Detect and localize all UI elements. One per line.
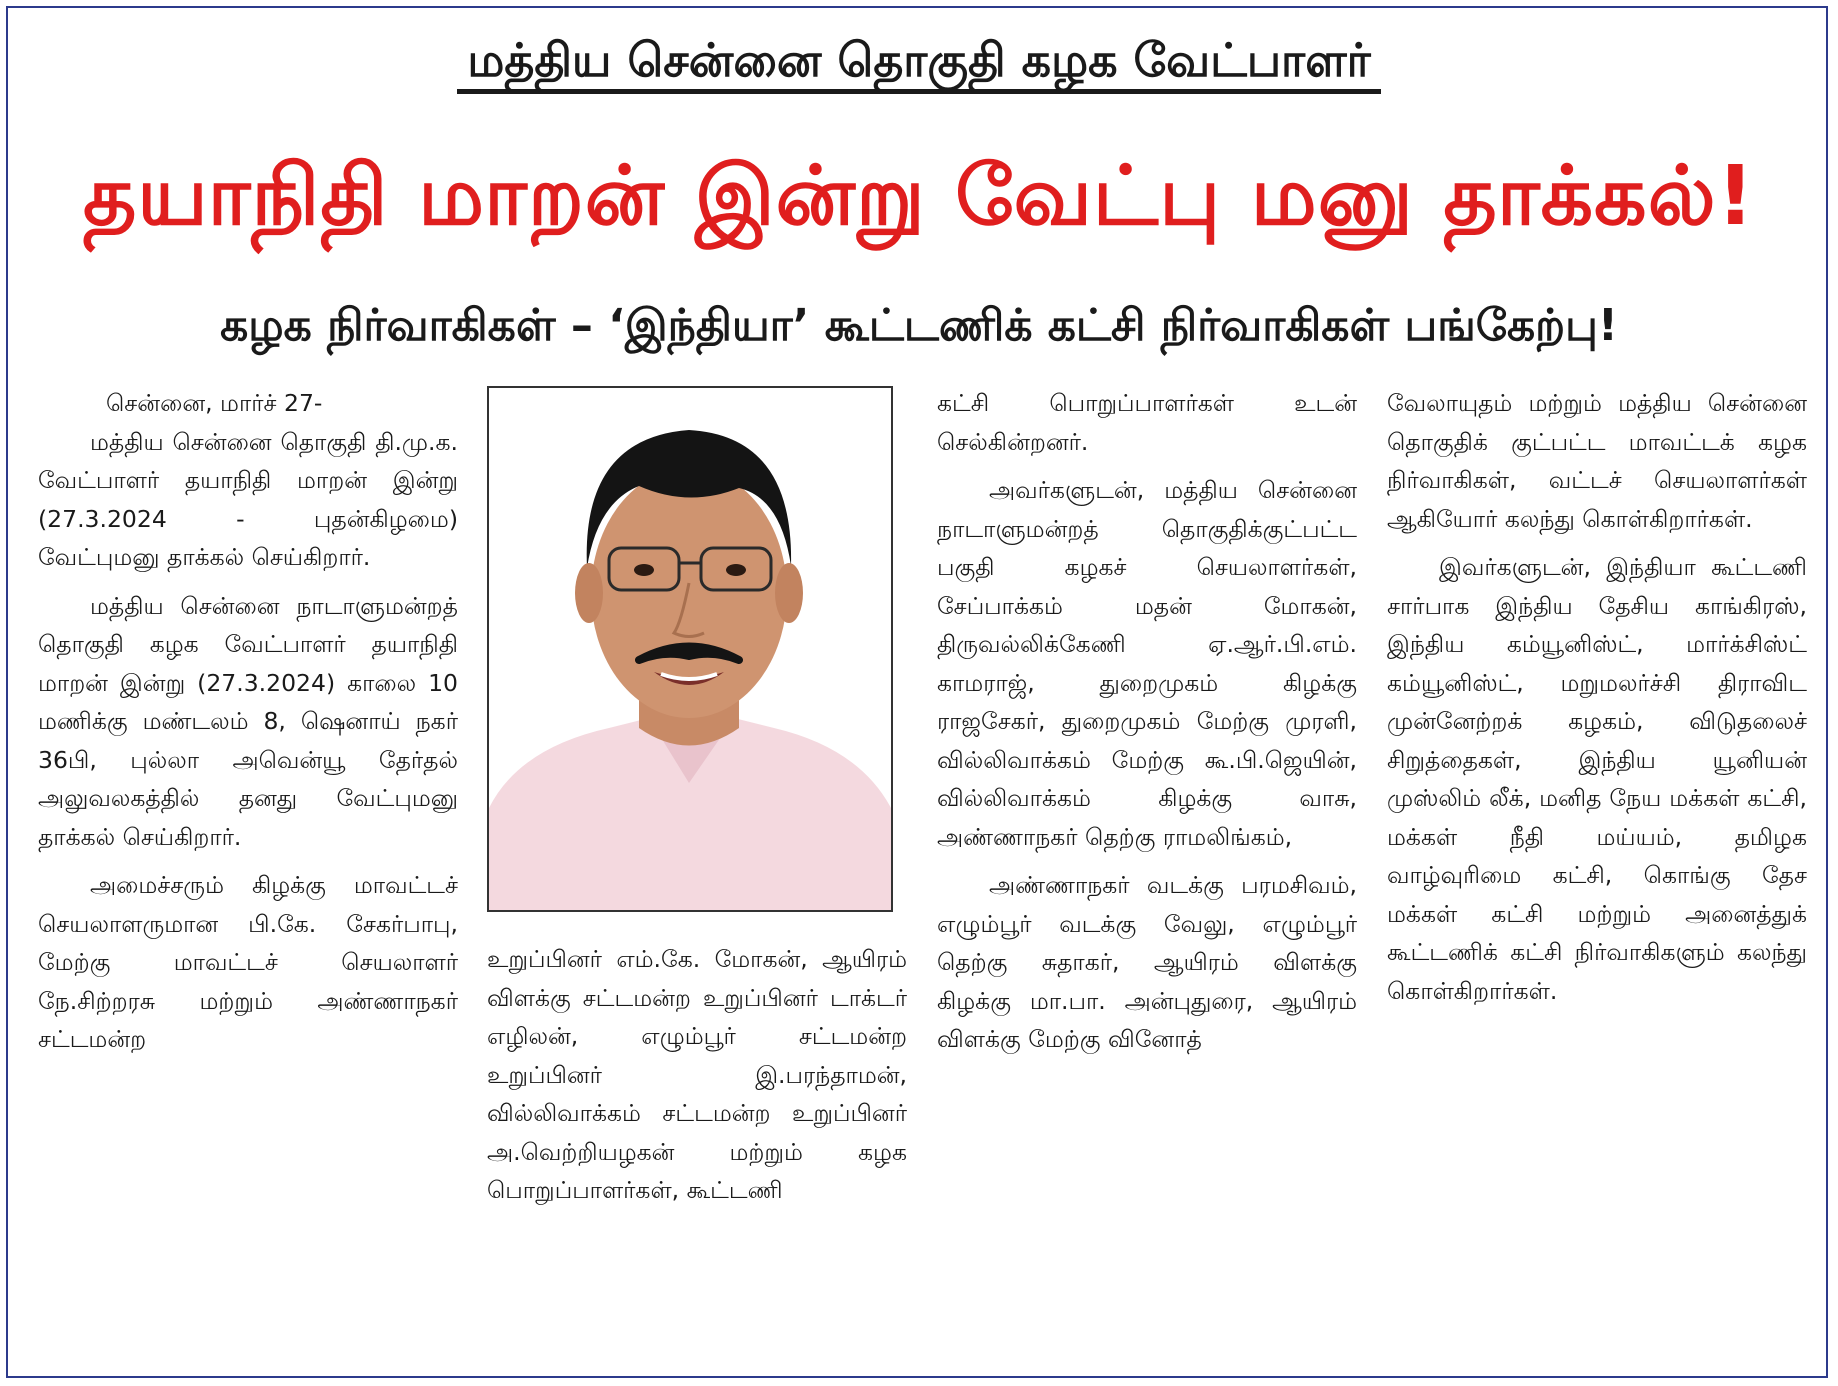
kicker-text: மத்திய சென்னை தொகுதி கழக வேட்பாளர் — [457, 33, 1380, 94]
article-column-2 — [487, 940, 907, 1210]
article-column-1 — [38, 384, 458, 1059]
article-paragraph: கட்சி பொறுப்பாளர்கள் உடன் செல்கின்றனர். — [937, 389, 1357, 456]
headline: தயாநிதி மாறன் இன்று வேட்பு மனு தாக்கல்! — [82, 149, 1756, 244]
article-paragraph: உறுப்பினர் எம்.கே. மோகன், ஆயிரம் விளக்கு சட்டமன்ற உறுப்பினர் டாக்டர் எழிலன், எழும்பூர் சட்டமன்ற உறுப்பினர் இ.பரந்தாமன், வில்லிவாக்கம் சட்டமன்ற உறுப்பினர் அ.வெற்றியழகன் மற்றும் கழக பொறுப்பாளர்கள், கூட்டணி — [487, 945, 907, 1204]
candidate-portrait — [487, 386, 893, 912]
subheadline: கழக நிர்வாகிகள் – ‘இந்தியா’ கூட்டணிக் கட்சி நிர்வாகிகள் பங்கேற்பு! — [220, 300, 1618, 351]
article-column-4 — [1387, 384, 1807, 1010]
article-paragraph: மத்திய சென்னை தொகுதி தி.மு.க. வேட்பாளர் தயாநிதி மாறன் இன்று (27.3.2024 - புதன்கிழமை) வேட்புமனு தாக்கல் செய்கிறார். — [38, 427, 458, 571]
article-paragraph: அவர்களுடன், மத்திய சென்னை நாடாளுமன்றத் தொகுதிக்குட்பட்ட பகுதி கழகச் செயலாளர்கள், சேப்பாக்கம் மதன் மோகன், திருவல்லிக்கேணி ஏ.ஆர்.பி.எம். காமராஜ், துறைமுகம் கிழக்கு ராஜசேகர், துறைமுகம் மேற்கு முரளி, வில்லிவாக்கம் மேற்கு கூ.பி.ஜெயின், வில்லிவாக்கம் கிழக்கு வாசு, அண்ணாநகர் தெற்கு ராமலிங்கம், — [937, 476, 1357, 851]
article-paragraph: மத்திய சென்னை நாடாளுமன்றத் தொகுதி கழக வேட்பாளர் தயாநிதி மாறன் இன்று (27.3.2024) காலை 10 மணிக்கு மண்டலம் 8, ஷெனாய் நகர் 36பி, புல்லா அவென்யூ தேர்தல் அலுவலகத்தில் தனது வேட்புமனு தாக்கல் செய்கிறார். — [38, 591, 458, 851]
kicker — [0, 30, 1838, 90]
portrait-image — [489, 388, 891, 910]
article-paragraph: வேலாயுதம் மற்றும் மத்திய சென்னை தொகுதிக் குட்பட்ட மாவட்டக் கழக நிர்வாகிகள், வட்டச் செயலாளர்கள் ஆகியோர் கலந்து கொள்கிறார்கள். — [1387, 389, 1807, 533]
article-column-3 — [937, 384, 1357, 1059]
article-paragraph: அமைச்சரும் கிழக்கு மாவட்டச் செயலாளருமான பி.கே. சேகர்பாபு, மேற்கு மாவட்டச் செயலாளர் நே.சிற்றரசு மற்றும் அண்ணாநகர் சட்டமன்ற — [38, 871, 458, 1053]
article-paragraph: இவர்களுடன், இந்தியா கூட்டணி சார்பாக இந்திய தேசிய காங்கிரஸ், இந்திய கம்யூனிஸ்ட், மார்க்சிஸ்ட் கம்யூனிஸ்ட், மறுமலர்ச்சி திராவிட முன்னேற்றக் கழகம், விடுதலைச் சிறுத்தைகள், இந்திய யூனியன் முஸ்லிம் லீக், மனித நேய மக்கள் கட்சி, மக்கள் நீதி மய்யம், தமிழக வாழ்வுரிமை கட்சி, கொங்கு தேச மக்கள் கட்சி மற்றும் அனைத்துக் கூட்டணிக் கட்சி நிர்வாகிகளும் கலந்து கொள்கிறார்கள். — [1387, 553, 1807, 1005]
dateline: சென்னை, மார்ச் 27- — [106, 389, 323, 417]
article-paragraph: அண்ணாநகர் வடக்கு பரமசிவம், எழும்பூர் வடக்கு வேலு, எழும்பூர் தெற்கு சுதாகர், ஆயிரம் விளக்கு கிழக்கு மா.பா. அன்புதுரை, ஆயிரம் விளக்கு மேற்கு வினோத் — [937, 871, 1357, 1053]
